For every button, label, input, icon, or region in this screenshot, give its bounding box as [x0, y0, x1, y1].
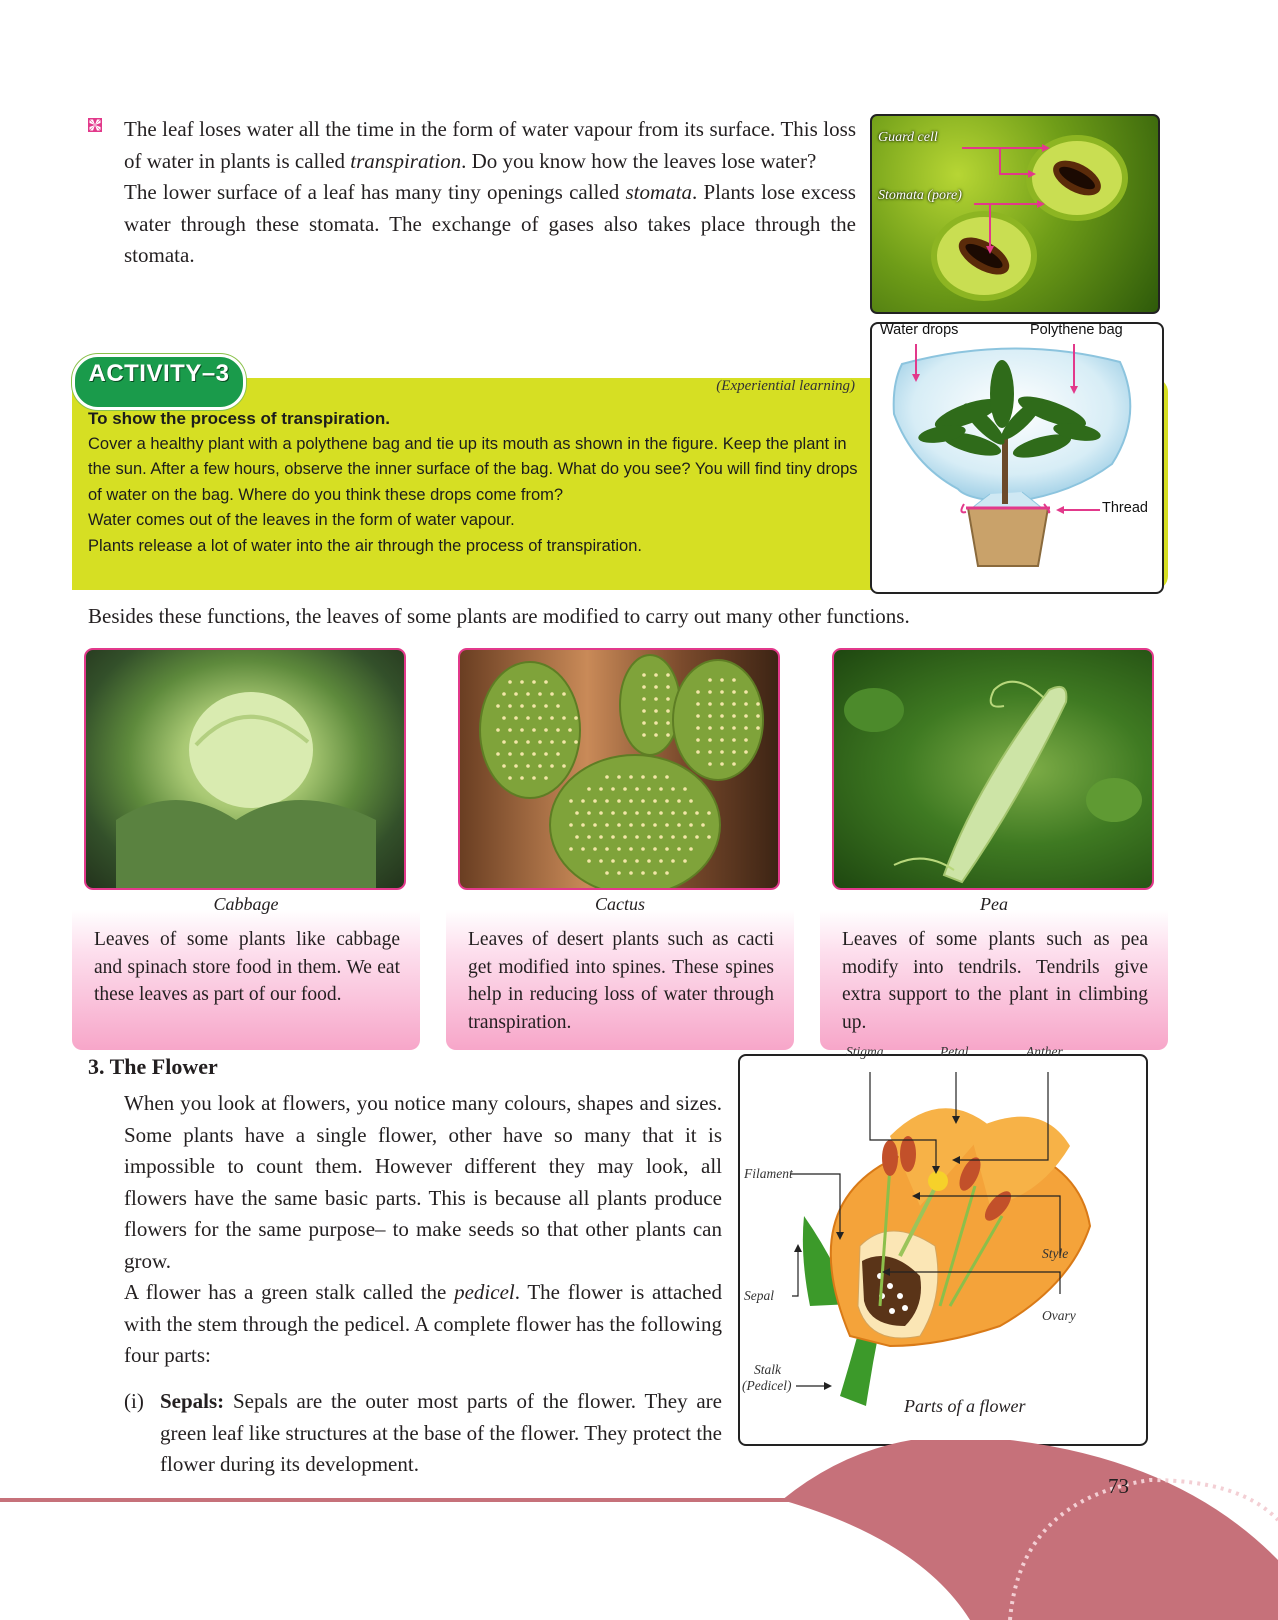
maltese-cross-bullet-icon	[88, 118, 102, 132]
activity-line: Cover a healthy plant with a polythene bag and tie up its mouth as shown in the figure. Keep the plant in	[88, 434, 847, 453]
card-caption: Cactus	[594, 894, 645, 914]
cabbage-photo	[84, 648, 406, 890]
figure-caption: Parts of a flower	[904, 1396, 1026, 1416]
card-cactus	[446, 640, 794, 1050]
thread-label: Thread	[1102, 500, 1148, 516]
pea-photo	[832, 648, 1154, 890]
cactus-photo	[458, 648, 780, 890]
stomata-pore-label: Stomata (pore)	[878, 188, 962, 203]
intro-paragraph: The leaf loses water all the time in the form of water vapour from its surface. This loss of water in plants is called transpiration. Do you know how the leaves lose water? The lower surface of a leaf has many tiny openings called stomata. Plants lose excess water through these stomata. The exchange of gases also takes place through the stomata.	[124, 117, 856, 267]
label-stigma: Stigma	[846, 1044, 884, 1059]
term-pedicel: pedicel	[454, 1280, 515, 1304]
sepals-item: (i) Sepals: Sepals are the outer most parts of the flower. They are green leaf like structures at the base of the flower. They protect the flower during its development.	[124, 1386, 722, 1481]
activity-line: the sun. After a few hours, observe the inner surface of the bag. What do you see? You will find tiny drops	[88, 460, 858, 478]
card-text: Leaves of some plants like cabbage and spinach store food in them. We eat these leaves as part of our food.	[94, 929, 400, 1005]
polythene-bag-figure	[870, 322, 1164, 594]
label-pedicel: (Pedicel)	[742, 1378, 792, 1393]
section-heading: 3. The Flower	[88, 1054, 218, 1079]
card-text: Leaves of some plants such as pea modify into tendrils. Tendrils give extra support to the plant in climbing up.	[842, 929, 1148, 1033]
label-petal: Petal	[940, 1044, 969, 1059]
guard-cell-label: Guard cell	[878, 130, 938, 145]
activity-tag: (Experiential learning)	[716, 378, 855, 394]
activity-line: Plants release a lot of water into the air through the process of transpiration.	[88, 536, 642, 555]
card-pea	[820, 640, 1168, 1050]
sepals-term: Sepals:	[160, 1389, 225, 1413]
activity-line: of water on the bag. Where do you think these drops come from?	[88, 485, 564, 504]
term-stomata: stomata	[625, 180, 692, 204]
label-anther: Anther	[1026, 1044, 1063, 1059]
card-caption: Pea	[980, 894, 1008, 914]
activity-body	[88, 406, 856, 559]
label-sepal: Sepal	[744, 1288, 774, 1303]
flower-illustration	[740, 1056, 1146, 1444]
label-stalk: Stalk	[754, 1362, 781, 1377]
label-ovary: Ovary	[1042, 1308, 1076, 1323]
activity-line: Water comes out of the leaves in the form of water vapour.	[88, 511, 515, 529]
activity-aim: To show the process of transpiration.	[88, 409, 390, 428]
label-style: Style	[1042, 1246, 1069, 1261]
water-drops-label: Water drops	[880, 322, 959, 338]
page-number: 73	[1108, 1474, 1129, 1498]
term-transpiration: transpiration	[350, 148, 462, 173]
activity-title: ACTIVITY–3	[88, 360, 230, 387]
flower-paragraph: When you look at flowers, you notice many colours, shapes and sizes. Some plants have a single flower, other have so many that it is impossible to count them. However different they may look, all flowers have the same basic parts. This is because all plants produce flowers for the same purpose– to make seeds so that other plants can grow. A flower has a green stalk called the pedicel. The flower is attached with the stem through the pedicel. A complete flower has the following four parts:	[124, 1091, 722, 1367]
footer-decoration	[0, 1440, 1278, 1620]
bag-plant-illustration	[872, 324, 1162, 592]
label-filament: Filament	[744, 1166, 793, 1181]
card-text: Leaves of desert plants such as cacti get modified into spines. These spines help in reducing loss of water through transpiration.	[468, 929, 774, 1033]
item-number: (i)	[124, 1389, 144, 1413]
flower-parts-figure	[738, 1044, 1148, 1446]
card-caption: Cabbage	[213, 894, 279, 914]
polythene-bag-label: Polythene bag	[1030, 322, 1123, 338]
functions-intro: Besides these functions, the leaves of some plants are modified to carry out many other functions.	[88, 604, 910, 628]
card-cabbage	[72, 640, 420, 1050]
